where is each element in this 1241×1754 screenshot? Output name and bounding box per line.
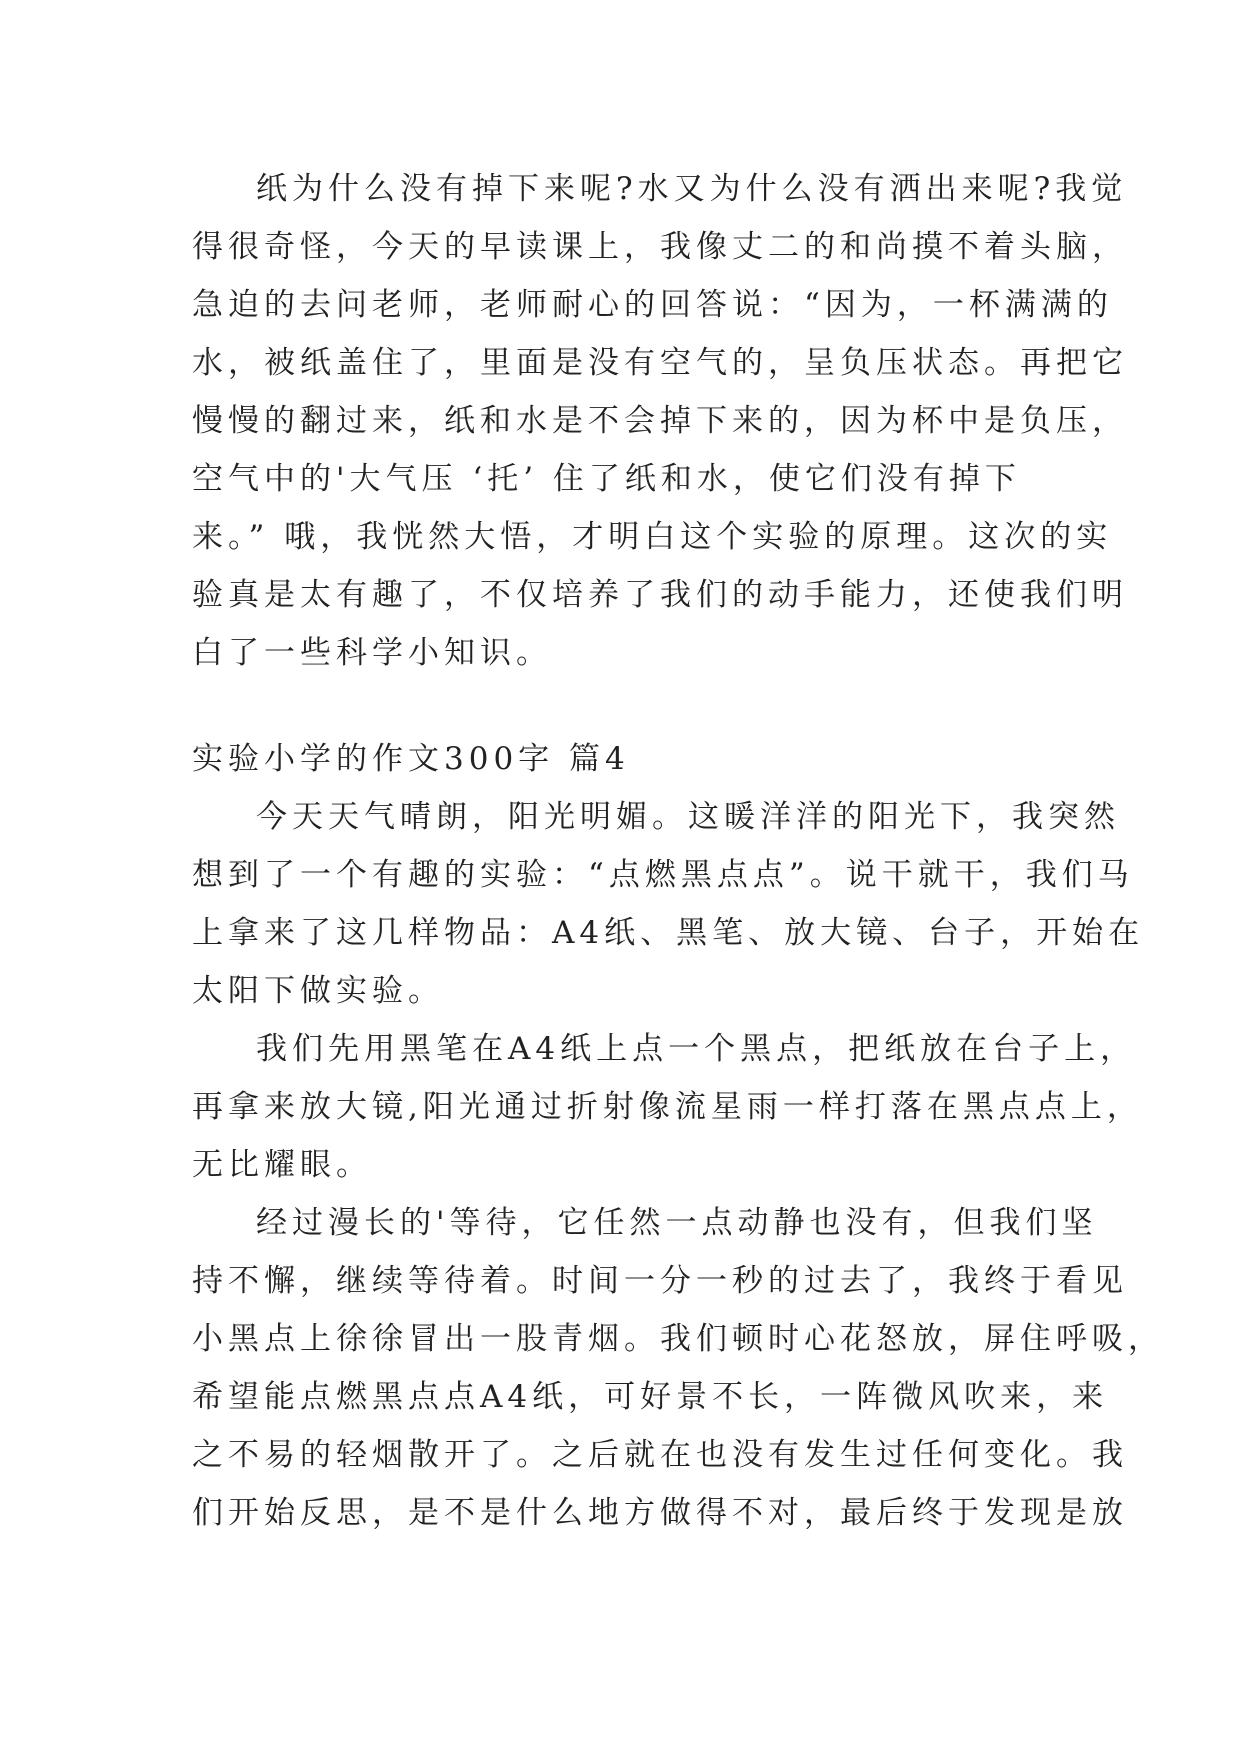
text-line: 上拿来了这几样物品：A4纸、黑笔、放大镜、台子，开始在: [192, 915, 1145, 951]
text-line: 再拿来放大镜,阳光通过折射像流星雨一样打落在黑点点上，: [192, 1089, 1143, 1125]
text-line: 希望能点燃黑点点A4纸，可好景不长，一阵微风吹来，来: [192, 1379, 1109, 1415]
text-line: 纸为什么没有掉下来呢?水又为什么没有洒出来呢?我觉: [256, 171, 1128, 207]
section-heading: 实验小学的作文300字 篇4: [192, 741, 630, 777]
text-line: 白了一些科学小知识。: [192, 635, 552, 671]
paragraph: [192, 788, 1145, 1020]
text-line: 太阳下做实验。: [192, 973, 444, 1009]
text-line: 无比耀眼。: [192, 1147, 372, 1183]
text-line: 来。” 哦，我恍然大悟，才明白这个实验的原理。这次的实: [192, 519, 1113, 555]
text-line: 空气中的'大气压 ‘托’ 住了纸和水，使它们没有掉下: [192, 461, 1021, 497]
text-line: 小黑点上徐徐冒出一股青烟。我们顿时心花怒放，屏住呼吸，: [192, 1321, 1164, 1357]
text-line: 持不懈，继续等待着。时间一分一秒的过去了，我终于看见: [192, 1263, 1128, 1299]
text-line: 经过漫长的'等待，它任然一点动静也没有，但我们坚: [256, 1205, 1098, 1241]
text-line: 今天天气晴朗，阳光明媚。这暖洋洋的阳光下，我突然: [256, 799, 1120, 835]
paragraph: [192, 1194, 1164, 1542]
paragraph: [192, 160, 1128, 682]
text-line: 我们先用黑笔在A4纸上点一个黑点，把纸放在台子上，: [256, 1031, 1137, 1067]
document-body: [192, 160, 1164, 1542]
text-line: 水，被纸盖住了，里面是没有空气的，呈负压状态。再把它: [192, 345, 1128, 381]
text-line: 想到了一个有趣的实验：“点燃黑点点”。说干就干，我们马: [192, 857, 1134, 893]
text-line: 们开始反思，是不是什么地方做得不对，最后终于发现是放: [192, 1495, 1128, 1531]
text-line: 急迫的去问老师，老师耐心的回答说：“因为，一杯满满的: [192, 287, 1113, 323]
text-line: 得很奇怪，今天的早读课上，我像丈二的和尚摸不着头脑，: [192, 229, 1128, 265]
paragraph: [192, 1020, 1143, 1194]
text-line: 慢慢的翻过来，纸和水是不会掉下来的，因为杯中是负压，: [192, 403, 1128, 439]
text-line: 验真是太有趣了，不仅培养了我们的动手能力，还使我们明: [192, 577, 1128, 613]
text-line: 之不易的轻烟散开了。之后就在也没有发生过任何变化。我: [192, 1437, 1128, 1473]
